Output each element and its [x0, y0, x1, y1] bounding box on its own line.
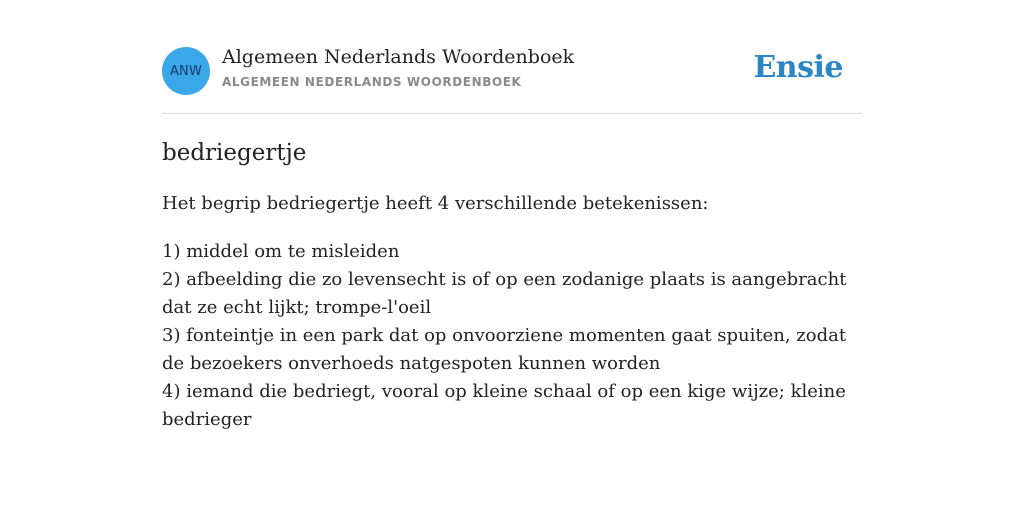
source-header [162, 40, 862, 114]
meaning-item: 2) afbeelding die zo levensecht is of op een zodanige plaats is aangebracht dat ze echt lijkt; trompe-l'oeil [162, 269, 847, 318]
meaning-item: 1) middel om te misleiden [162, 241, 400, 262]
brand-logo[interactable]: Ensie [753, 50, 843, 85]
source-title[interactable]: Algemeen Nederlands Woordenboek [222, 46, 575, 68]
source-logo-text: ANW [169, 63, 203, 79]
intro-text: Het begrip bedriegertje heeft 4 verschillende betekenissen: [162, 193, 709, 214]
entry-card [162, 40, 862, 434]
meaning-item: 3) fonteintje in een park dat op onvoorziene momenten gaat spuiten, zodat de bezoekers onverhoeds natgespoten kunnen worden [162, 325, 847, 374]
source-logo[interactable] [162, 47, 210, 95]
meaning-item: 4) iemand die bedriegt, vooral op kleine schaal of op een kige wijze; kleine bedrieger [162, 381, 846, 430]
source-subtitle: ALGEMEEN NEDERLANDS WOORDENBOEK [222, 75, 522, 89]
page-title: bedriegertje [162, 140, 307, 166]
meanings-list [162, 238, 862, 434]
